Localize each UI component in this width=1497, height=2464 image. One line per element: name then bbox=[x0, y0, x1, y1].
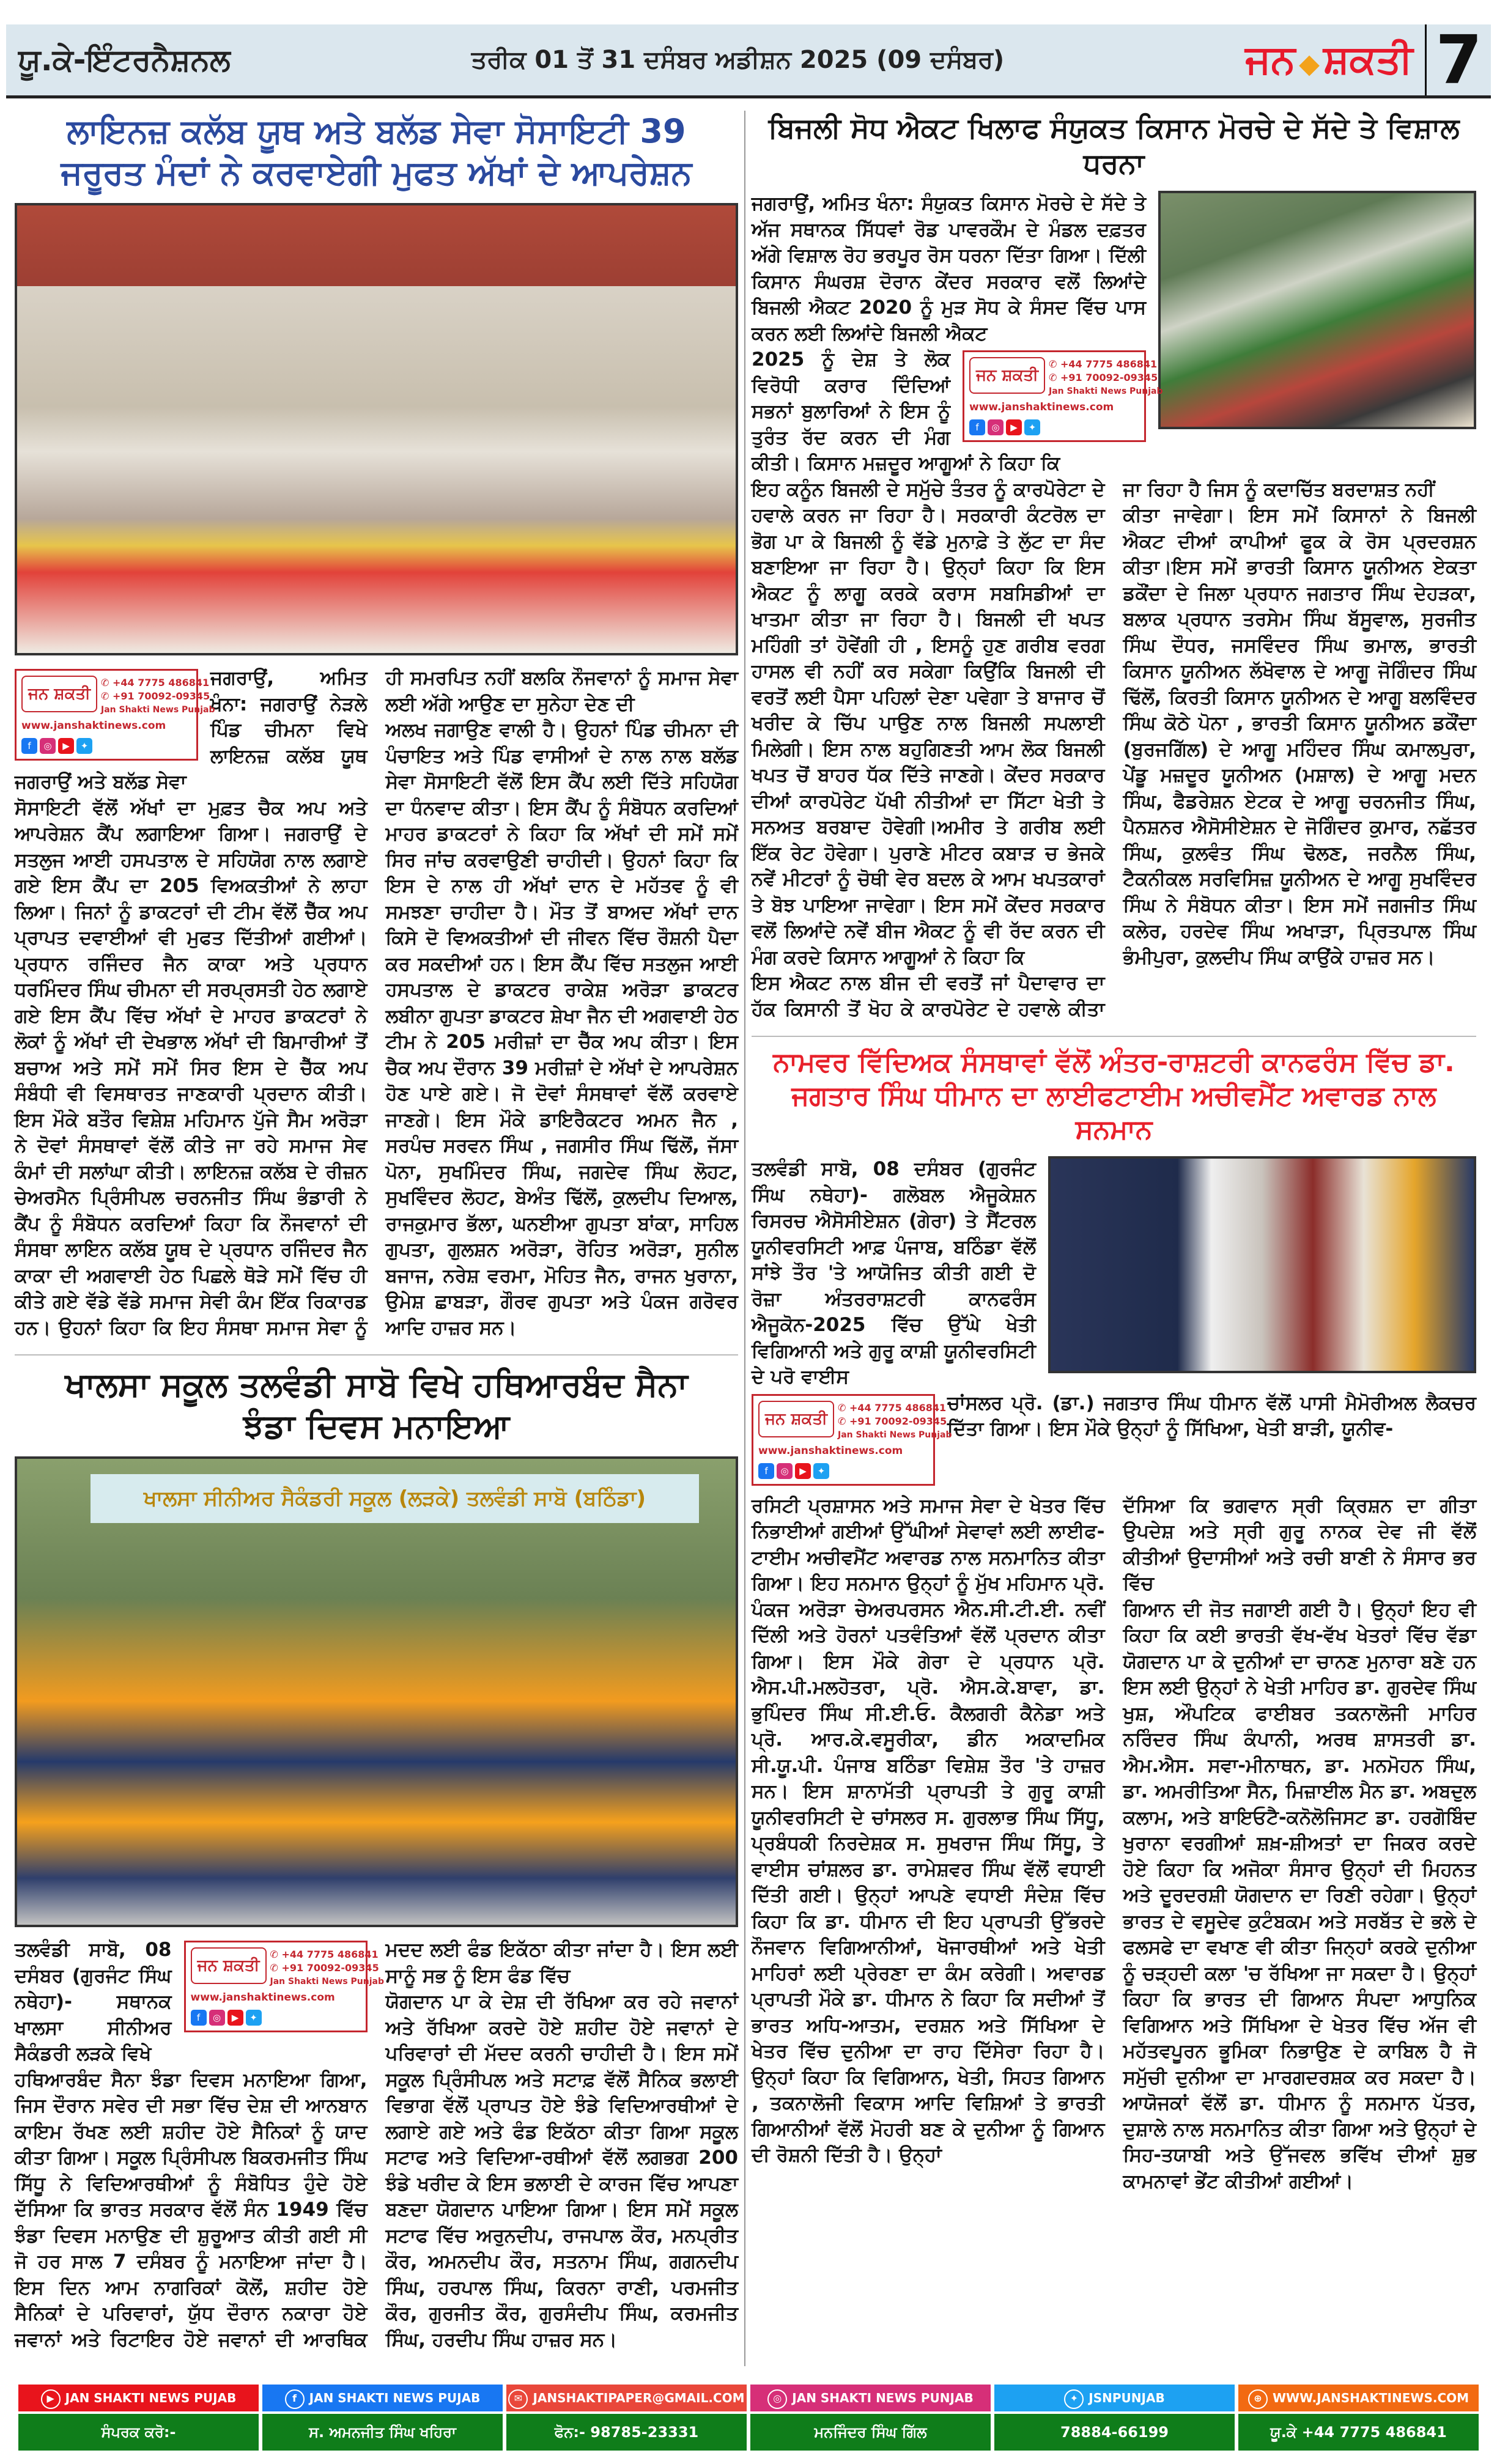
page-body bbox=[9, 111, 1488, 2366]
ad-tagline: Jan Shakti News Punjab bbox=[1049, 386, 1163, 396]
ad-phone-in: ✆ +91 70092-09345 bbox=[270, 1962, 379, 1974]
article-award-col1: ਰਸਿਟੀ ਪ੍ਰਸ਼ਾਸਨ ਅਤੇ ਸਮਾਜ ਸੇਵਾ ਦੇ ਖੇਤਰ ਵਿੱਚ ਨਿਭਾਈਆਂ ਗਈਆਂ ਉੱਘੀਆਂ ਸੇਵਾਵਾਂ ਲਈ ਲਾਈਫ-ਟਾਈਮ ਅਚੀਵਮੈਂਟ ਅਵਾਰਡ ਨਾਲ ਸਨਮਾਨਿਤ ਕੀਤਾ ਗਿਆ। ਇਹ ਸਨਮਾਨ ਉਨ੍ਹਾਂ ਨੂੰ ਮੁੱਖ ਮਹਿਮਾਨ ਪ੍ਰੋ. ਪੰਕਜ ਅਰੋੜਾ ਚੇਅਰਪਰਸਨ ਐਨ.ਸੀ.ਟੀ.ਈ. ਨਵੀਂ ਦਿੱਲੀ ਅਤੇ ਹੋਰਨਾਂ ਪਤਵੰਤਿਆਂ ਵੱਲੋਂ ਪ੍ਰਦਾਨ ਕੀਤਾ ਗਿਆ। ਇਸ ਮੌਕੇ ਗੇਰਾ ਦੇ ਪ੍ਰਧਾਨ ਪ੍ਰੋ. ਐਸ.ਪੀ.ਮਲਹੋਤਰਾ, ਪ੍ਰੋ. ਐਸ.ਕੇ.ਬਾਵਾ, ਡਾ. ਭੁਪਿੰਦਰ ਸਿੰਘ ਸੀ.ਈ.ਓ. ਕੈਲਗਰੀ ਕੈਨੇਡਾ ਅਤੇ ਪ੍ਰੋ. ਆਰ.ਕੇ.ਵਸੂਰੀਕਾ, ਡੀਨ ਅਕਾਦਮਿਕ ਸੀ.ਯੂ.ਪੀ. ਪੰਜਾਬ ਬਠਿੰਡਾ ਵਿਸ਼ੇਸ਼ ਤੌਰ 'ਤੇ ਹਾਜ਼ਰ ਸਨ। ਇਸ ਸ਼ਾਨਾਮੱਤੀ ਪ੍ਰਾਪਤੀ ਤੇ ਗੁਰੂ ਕਾਸ਼ੀ ਯੂਨੀਵਰਸਿਟੀ ਦੇ ਚਾਂਸਲਰ ਸ. ਗੁਰਲਾਭ ਸਿੰਘ ਸਿੱਧੂ, ਪ੍ਰਬੰਧਕੀ ਨਿਰਦੇਸ਼ਕ ਸ. ਸੁਖਰਾਜ ਸਿੰਘ ਸਿੱਧੂ, ਤੇ ਵਾਈਸ ਚਾਂਸ਼ਲਰ ਡਾ. ਰਾਮੇਸ਼ਵਰ ਸਿੰਘ ਵੱਲੋਂ ਵਧਾਈ ਦਿੱਤੀ ਗਈ। ਉਨ੍ਹਾਂ ਆਪਣੇ ਵਧਾਈ ਸੰਦੇਸ਼ ਵਿੱਚ ਕਿਹਾ ਕਿ ਡਾ. ਧੀਮਾਨ ਦੀ ਇਹ ਪ੍ਰਾਪਤੀ ਉੱਭਰਦੇ ਨੌਜਵਾਨ ਵਿਗਿਆਨੀਆਂ, ਖੋਜਾਰਥੀਆਂ ਅਤੇ ਖੇਤੀ ਮਾਹਿਰਾਂ ਲਈ ਪ੍ਰੇਰਣਾ ਦਾ ਕੰਮ ਕਰੇਗੀ। ਅਵਾਰਡ ਪ੍ਰਾਪਤੀ ਮੌਕੇ ਡਾ. ਧੀਮਾਨ ਨੇ ਕਿਹਾ ਕਿ ਸਦੀਆਂ ਤੋਂ ਭਾਰਤ ਅਧਿ-ਆਤਮ, ਦਰਸ਼ਨ ਅਤੇ ਸਿੱਖਿਆ ਦੇ ਖੇਤਰ ਵਿੱਚ ਦੁਨੀਆ ਦਾ ਰਾਹ ਦਿੱਸੇਰਾ ਰਿਹਾ ਹੈ। ਉਨ੍ਹਾਂ ਕਿਹਾ ਕਿ ਵਿਗਿਆਨ, ਖੇਤੀ, ਸਿਹਤ ਗਿਆਨ , ਤਕਨਾਲੋਜੀ ਵਿਕਾਸ ਆਦਿ ਵਿਸ਼ਿਆਂ ਤੇ ਭਾਰਤੀ ਗਿਆਨੀਆਂ ਵੱਲੋਂ ਮੋਹਰੀ ਬਣ ਕੇ ਦੁਨੀਆ ਨੂੰ ਗਿਆਨ ਦੀ ਰੋਸ਼ਨੀ ਦਿੱਤੀ ਹੈ। ਉਨ੍ਹਾਂ bbox=[752, 1494, 1105, 2166]
ad-phone-uk: ✆ +44 7775 486841 bbox=[101, 677, 210, 688]
footer-youtube[interactable]: ▶ JAN SHAKTI NEWS PUJAB bbox=[18, 2385, 259, 2411]
ad-tagline: Jan Shakti News Punjab bbox=[101, 705, 215, 715]
article-lions bbox=[15, 111, 738, 1341]
article-khalsa-col1: ਹਥਿਆਰਬੰਦ ਸੈਨਾ ਝੰਡਾ ਦਿਵਸ ਮਨਾਇਆ ਗਿਆ, ਜਿਸ ਦੌਰਾਨ ਸਵੇਰ ਦੀ ਸਭਾ ਵਿੱਚ ਦੇਸ਼ ਦੀ ਆਨਬਾਨ ਕਾਇਮ ਰੱਖਣ ਲਈ ਸ਼ਹੀਦ ਹੋਏ ਸੈਨਿਕਾਂ ਨੂੰ ਯਾਦ ਕੀਤਾ ਗਿਆ। ਸਕੂਲ ਪ੍ਰਿੰਸੀਪਲ ਬਿਕਰਮਜੀਤ ਸਿੰਘ ਸਿੱਧੂ ਨੇ ਵਿਦਿਆਰਥੀਆਂ ਨੂੰ ਸੰਬੋਧਿਤ ਹੁੰਦੇ ਹੋਏ ਦੱਸਿਆ ਕਿ ਭਾਰਤ ਸਰਕਾਰ ਵੱਲੋਂ ਸੰਨ 1949 ਵਿੱਚ ਝੰਡਾ ਦਿਵਸ ਮਨਾਉਣ ਦੀ ਸ਼ੁਰੂਆਤ ਕੀਤੀ ਗਈ ਸੀ ਜੋ ਹਰ ਸਾਲ 7 ਦਸੰਬਰ ਨੂੰ ਮਨਾਇਆ ਜਾਂਦਾ ਹੈ। ਇਸ ਦਿਨ ਆਮ ਨਾਗਰਿਕਾਂ ਕੋਲੋਂ, ਸ਼ਹੀਦ ਹੋਏ ਸੈਨਿਕਾਂ ਦੇ ਪਰਿਵਾਰਾਂ, ਯੁੱਧ ਦੌਰਾਨ ਨਕਾਰਾ ਹੋਏ ਜਵਾਨਾਂ ਅਤੇ ਰਿਟਾਇਰ ਹੋਏ ਜਵਾਨਾਂ ਦੀ ਆਰਥਿਕ ਮਦਦ ਲਈ ਫੰਡ ਇਕੱਠਾ ਕੀਤਾ ਜਾਂਦਾ ਹੈ। ਇਸ ਲਈ ਸਾਨੂੰ ਸਭ ਨੂੰ ਇਸ ਫੰਡ ਵਿੱਚ bbox=[15, 1939, 738, 2351]
globe-icon: ⊕ bbox=[1248, 2389, 1268, 2409]
janshakti-ad bbox=[15, 669, 215, 761]
article-khalsa-headline bbox=[15, 1354, 738, 1447]
right-half bbox=[745, 111, 1482, 2366]
article-award-lead: ਤਲਵੰਡੀ ਸਾਬੋ, 08 ਦਸੰਬਰ (ਗੁਰਜੰਟ ਸਿੰਘ ਨਥੇਹਾ)- ਗਲੋਬਲ ਐਜੂਕੇਸ਼ਨ ਰਿਸਰਚ ਐਸੋਸੀਏਸ਼ਨ (ਗੇਰਾ) ਤੇ ਸੈਂਟਰਲ ਯੂਨੀਵਰਸਿਟੀ ਆਫ਼ ਪੰਜਾਬ, ਬਠਿੰਡਾ ਵੱਲੋਂ ਸਾਂਝੇ ਤੌਰ 'ਤੇ ਆਯੋਜਿਤ ਕੀਤੀ ਗਈ ਦੋ ਰੋਜ਼ਾ ਅੰਤਰਰਾਸ਼ਟਰੀ ਕਾਨਫਰੰਸ ਐਜੂਕੋਨ-2025 ਵਿੱਚ ਉੱਘੇ ਖੇਤੀ ਵਿਗਿਆਨੀ ਅਤੇ ਗੁਰੂ ਕਾਸ਼ੀ ਯੂਨੀਵਰਸਿਟੀ ਦੇ ਪਰੋ ਵਾਈਸ bbox=[752, 1158, 1036, 1388]
footer-contact-name-1: ਸ. ਅਮਨਜੀਤ ਸਿੰਘ ਖਹਿਰਾ bbox=[262, 2414, 503, 2451]
footer-contact-strip bbox=[18, 2385, 1479, 2452]
facebook-icon[interactable]: f bbox=[758, 1463, 774, 1479]
gmail-icon: ✉ bbox=[508, 2389, 528, 2409]
article-award-col2-lead: ਦੱਸਿਆ ਕਿ ਭਗਵਾਨ ਸ੍ਰੀ ਕ੍ਰਿਸ਼ਨ ਦਾ ਗੀਤਾ ਉਪਦੇਸ਼ ਅਤੇ ਸ੍ਰੀ ਗੁਰੂ ਨਾਨਕ ਦੇਵ ਜੀ ਵੱਲੋਂ ਕੀਤੀਆਂ ਉਦਾਸੀਆਂ ਅਤੇ ਰਚੀ ਬਾਣੀ ਨੇ ਸੰਸਾਰ ਭਰ ਵਿੱਚ bbox=[1123, 1494, 1476, 1595]
article-khalsa-lead: ਤਲਵੰਡੀ ਸਾਬੋ, 08 ਦਸੰਬਰ (ਗੁਰਜੰਟ ਸਿੰਘ ਨਥੇਹਾ)- ਸਥਾਨਕ ਖਾਲਸਾ ਸੀਨੀਅਰ ਸੈਕੰਡਰੀ ਲੜਕੇ ਵਿਖੇ bbox=[15, 1939, 172, 2065]
facebook-icon[interactable]: f bbox=[191, 2010, 207, 2026]
headline-line: ਲਾਇਨਜ਼ ਕਲੱਬ ਯੂਥ ਅਤੇ ਬਲੱਡ ਸੇਵਾ ਸੋਸਾਇਟੀ 39 bbox=[67, 112, 686, 150]
brand-logo-right: ਸ਼ਕਤੀ bbox=[1323, 37, 1413, 83]
instagram-icon[interactable]: ◎ bbox=[40, 738, 56, 754]
ad-logo: ਜਨ ਸ਼ਕਤੀ bbox=[969, 357, 1045, 394]
ad-logo: ਜਨ ਸ਼ਕਤੀ bbox=[191, 1947, 267, 1984]
headline-line: ਝੰਡਾ ਦਿਵਸ ਮਨਾਇਆ bbox=[243, 1406, 510, 1445]
footer-facebook[interactable]: f JAN SHAKTI NEWS PUJAB bbox=[262, 2385, 503, 2411]
twitter-icon[interactable]: ✦ bbox=[813, 1463, 829, 1479]
janshakti-ad bbox=[963, 350, 1163, 442]
ad-tagline: Jan Shakti News Punjab bbox=[838, 1429, 952, 1440]
article-electricity-col2-lead: ਇਸ ਐਕਟ ਨਾਲ ਬੀਜ ਦੀ ਵਰਤੋਂ ਜਾਂ ਪੈਦਾਵਾਰ ਦਾ ਹੱਕ ਕਿਸਾਨੀ ਤੋਂ ਖੋਹ ਕੇ ਕਾਰਪੋਰੇਟ ਦੇ ਹਵਾਲੇ ਕੀਤਾ ਜਾ ਰਿਹਾ ਹੈ ਜਿਸ ਨੂੰ ਕਦਾਚਿੱਤ ਬਰਦਾਸ਼ਤ ਨਹੀਂ bbox=[752, 478, 1435, 1020]
brand-logo-left: ਜਨ bbox=[1245, 37, 1296, 83]
ad-phone-in: ✆ +91 70092-09345 bbox=[101, 690, 210, 702]
ad-phone-uk: ✆ +44 7775 486841 bbox=[270, 1949, 379, 1960]
footer-phone-uk: ਯੂ.ਕੇ +44 7775 486841 bbox=[1238, 2414, 1479, 2451]
ad-phone-in: ✆ +91 70092-09345 bbox=[838, 1415, 947, 1427]
ad-url[interactable]: www.janshaktinews.com bbox=[969, 401, 1114, 413]
ad-phone-in: ✆ +91 70092-09345 bbox=[1049, 372, 1158, 383]
youtube-icon: ▶ bbox=[41, 2389, 61, 2409]
award-ceremony-photo bbox=[1048, 1156, 1476, 1373]
headline-line: ਨਾਮਵਰ ਵਿੱਦਿਅਕ ਸੰਸਥਾਵਾਂ ਵੱਲੋਂ ਅੰਤਰ-ਰਾਸ਼ਟਰੀ ਕਾਨਫਰੰਸ ਵਿੱਚ ਡਾ. bbox=[773, 1047, 1455, 1078]
headline-line: ਜਰੂਰਤ ਮੰਦਾਂ ਨੇ ਕਰਵਾਏਗੀ ਮੁਫਤ ਅੱਖਾਂ ਦੇ ਆਪਰੇਸ਼ਨ bbox=[61, 153, 692, 192]
article-award-mid: ਚਾਂਸਲਰ ਪ੍ਰੋ. (ਡਾ.) ਜਗਤਾਰ ਸਿੰਘ ਧੀਮਾਨ ਵੱਲੋਂ ਪਾਸੀ ਮੈਮੋਰੀਅਲ ਲੈਕਚਰ ਦਿੱਤਾ ਗਿਆ। ਇਸ ਮੌਕੇ ਉਨ੍ਹਾਂ ਨੂੰ ਸਿੱਖਿਆ, ਖੇਤੀ ਬਾੜੀ, ਯੂਨੀਵ- bbox=[947, 1392, 1476, 1440]
dharna-protest-photo bbox=[1158, 191, 1476, 429]
footer-phone-1: ਫੋਨ:- 98785-23331 bbox=[506, 2414, 747, 2451]
footer-contact-name-2: ਮਨਜਿੰਦਰ ਸਿੰਘ ਗਿੱਲ bbox=[750, 2414, 991, 2451]
instagram-icon[interactable]: ◎ bbox=[209, 2010, 225, 2026]
article-lions-lead: ਜਗਰਾਉਂ, ਅਮਿਤ ਖੰਨਾ: ਜਗਰਾਉਂ ਨੇੜਲੇ ਪਿੰਡ ਚੀਮਨਾ ਵਿਖੇ ਲਾਇਨਜ਼ ਕਲੱਬ ਯੂਥ ਜਗਰਾਉਂ ਅਤੇ ਬਲੱਡ ਸੇਵਾ bbox=[15, 667, 368, 793]
article-electricity-col1: ਇਹ ਕਨੂੰਨ ਬਿਜਲੀ ਦੇ ਸਮੁੱਚੇ ਤੰਤਰ ਨੂੰ ਕਾਰਪੋਰੇਟਾ ਦੇ ਹਵਾਲੇ ਕਰਨ ਜਾ ਰਿਹਾ ਹੈ। ਸਰਕਾਰੀ ਕੰਟਰੋਲ ਦਾ ਭੋਗ ਪਾ ਕੇ ਬਿਜਲੀ ਨੂੰ ਵੱਡੇ ਮੁਨਾਫ਼ੇ ਤੇ ਲੁੱਟ ਦਾ ਸੰਦ ਬਣਾਇਆ ਜਾ ਰਿਹਾ ਹੈ। ਉਨ੍ਹਾਂ ਕਿਹਾ ਕਿ ਇਸ ਐਕਟ ਨੂੰ ਲਾਗੂ ਕਰਕੇ ਕਰਾਸ ਸਬਸਿਡੀਆਂ ਦਾ ਖਾਤਮਾ ਕੀਤਾ ਜਾ ਰਿਹਾ ਹੈ। ਬਿਜਲੀ ਦੀ ਖਪਤ ਮਹਿੰਗੀ ਤਾਂ ਹੋਵੇਂਗੀ ਹੀ , ਇਸਨੂੰ ਹੁਣ ਗਰੀਬ ਵਰਗ ਹਾਸਲ ਵੀ ਨਹੀਂ ਕਰ ਸਕੇਗਾ ਕਿਉਂਕਿ ਬਿਜਲੀ ਦੀ ਵਰਤੋਂ ਲਈ ਪੈਸਾ ਪਹਿਲਾਂ ਦੇਣਾ ਪਵੇਗਾ ਤੇ ਬਾਜਾਰ ਚੋਂ ਖਰੀਦ ਕੇ ਚਿੱਪ ਪਾਉਣ ਨਾਲ ਬਿਜਲੀ ਸਪਲਾਈ ਮਿਲੇਗੀ। ਇਸ ਨਾਲ ਬਹੁਗਿਣਤੀ ਆਮ ਲੋਕ ਬਿਜਲੀ ਖਪਤ ਚੋਂ ਬਾਹਰ ਧੱਕ ਦਿੱਤੇ ਜਾਣਗੇ। ਕੇਂਦਰ ਸਰਕਾਰ ਦੀਆਂ ਕਾਰਪੋਰੇਟ ਪੱਖੀ ਨੀਤੀਆਂ ਦਾ ਸਿੱਟਾ ਖੇਤੀ ਤੇ ਸਨਅਤ ਬਰਬਾਦ ਹੋਵੇਗੀ।ਅਮੀਰ ਤੇ ਗਰੀਬ ਲਈ ਇੱਕ ਰੇਟ ਹੋਵੇਗਾ। ਪੁਰਾਣੇ ਮੀਟਰ ਕਬਾੜ ਚ ਭੇਜਕੇ ਨਵੇਂ ਮੀਟਰਾਂ ਨੂੰ ਚੋਥੀ ਵੇਰ ਬਦਲ ਕੇ ਆਮ ਖਪਤਕਾਰਾਂ ਤੇ ਬੋਝ ਪਾਇਆ ਜਾਵੇਗਾ। ਇਸ ਸਮੇਂ ਕੇਂਦਰ ਸਰਕਾਰ ਵਲੋਂ ਲਿਆਂਦੇ ਨਵੇਂ ਬੀਜ ਐਕਟ ਨੂੰ ਵੀ ਰੱਦ ਕਰਨ ਦੀ ਮੰਗ ਕਰਦੇ ਕਿਸਾਨ ਆਗੂਆਂ ਨੇ ਕਿਹਾ ਕਿ bbox=[752, 478, 1105, 968]
article-lions-col1: ਸੋਸਾਇਟੀ ਵੱਲੋਂ ਅੱਖਾਂ ਦਾ ਮੁਫ਼ਤ ਚੈਕ ਅਪ ਅਤੇ ਆਪਰੇਸ਼ਨ ਕੈਂਪ ਲਗਾਇਆ ਗਿਆ। ਜਗਰਾਉਂ ਦੇ ਸਤਲੁਜ ਆਈ ਹਸਪਤਾਲ ਦੇ ਸਹਿਯੋਗ ਨਾਲ ਲਗਾਏ ਗਏ ਇਸ ਕੈਂਪ ਦਾ 205 ਵਿਅਕਤੀਆਂ ਨੇ ਲਾਹਾ ਲਿਆ। ਜਿਨਾਂ ਨੂੰ ਡਾਕਟਰਾਂ ਦੀ ਟੀਮ ਵੱਲੋਂ ਚੈੱਕ ਅਪ ਪ੍ਰਾਪਤ ਦਵਾਈਆਂ ਵੀ ਮੁਫਤ ਦਿੱਤੀਆਂ ਗਈਆਂ। ਪ੍ਰਧਾਨ ਰਜਿੰਦਰ ਜੈਨ ਕਾਕਾ ਅਤੇ ਪ੍ਰਧਾਨ ਧਰਮਿੰਦਰ ਸਿੰਘ ਚੀਮਨਾ ਦੀ ਸਰਪ੍ਰਸਤੀ ਹੇਠ ਲਗਾਏ ਗਏ ਇਸ ਕੈਂਪ ਵਿੱਚ ਅੱਖਾਂ ਦੇ ਮਾਹਰ ਡਾਕਟਰਾਂ ਨੇ ਲੋਕਾਂ ਨੂੰ ਅੱਖਾਂ ਦੀ ਦੇਖਭਾਲ ਅੱਖਾਂ ਦੀ ਬਿਮਾਰੀਆਂ ਤੋਂ ਬਚਾਅ ਅਤੇ ਸਮੇਂ ਸਮੇਂ ਸਿਰ ਇਸ ਦੇ ਚੈੱਕ ਅਪ ਸੰਬੰਧੀ ਵੀ ਵਿਸਥਾਰਤ ਜਾਣਕਾਰੀ ਪ੍ਰਦਾਨ ਕੀਤੀ। ਇਸ ਮੌਕੇ ਬਤੌਰ ਵਿਸ਼ੇਸ਼ ਮਹਿਮਾਨ ਪੁੱਜੇ ਸੈਮ ਅਰੋੜਾ ਨੇ ਦੋਵਾਂ ਸੰਸਥਾਵਾਂ ਵੱਲੋਂ ਕੀਤੇ ਜਾ ਰਹੇ ਸਮਾਜ ਸੇਵ ਕੰਮਾਂ ਦੀ ਸਲਾਂਘਾ ਕੀਤੀ। ਲਾਇਨਜ਼ ਕਲੱਬ ਦੇ ਰੀਜ਼ਨ ਚੇਅਰਮੈਨ ਪ੍ਰਿੰਸੀਪਲ ਚਰਨਜੀਤ ਸਿੰਘ ਭੰਡਾਰੀ ਨੇ ਕੈਂਪ ਨੂੰ ਸੰਬੋਧਨ ਕਰਦਿਆਂ ਕਿਹਾ ਕਿ ਨੌਜਵਾਨਾਂ ਦੀ ਸੰਸਥਾ ਲਾਇਨ ਕਲੱਬ ਯੂਥ ਦੇ ਪ੍ਰਧਾਨ ਰਜਿੰਦਰ ਜੈਨ ਕਾਕਾ ਦੀ ਅਗਵਾਈ ਹੇਠ ਪਿਛਲੇ ਥੋੜੇ ਸਮੇਂ ਵਿੱਚ ਹੀ ਕੀਤੇ ਗਏ ਵੱਡੇ ਵੱਡੇ ਸਮਾਜ ਸੇਵੀ ਕੰਮ ਇੱਕ ਰਿਕਾਰਡ ਹਨ। ਉਹਨਾਂ ਕਿਹਾ ਕਿ ਇਹ ਸੰਸਥਾ ਸਮਾਜ ਸੇਵਾ ਨੂੰ ਹੀ ਸਮਰਪਿਤ ਨਹੀਂ ਬਲਕਿ ਨੌਜਵਾਨਾਂ ਨੂੰ ਸਮਾਜ ਸੇਵਾ ਲਈ ਅੱਗੇ ਆਉਣ ਦਾ ਸੁਨੇਹਾ ਦੇਣ ਦੀ bbox=[15, 667, 738, 1339]
article-lions-col2: ਅਲਖ ਜਗਾਉਣ ਵਾਲੀ ਹੈ। ਉਹਨਾਂ ਪਿੰਡ ਚੀਮਨਾ ਦੀ ਪੰਚਾਇਤ ਅਤੇ ਪਿੰਡ ਵਾਸੀਆਂ ਦੇ ਨਾਲ ਨਾਲ ਬਲੱਡ ਸੇਵਾ ਸੋਸਾਇਟੀ ਵੱਲੋਂ ਇਸ ਕੈਂਪ ਲਈ ਦਿੱਤੇ ਸਹਿਯੋਗ ਦਾ ਧੰਨਵਾਦ ਕੀਤਾ। ਇਸ ਕੈਂਪ ਨੂੰ ਸੰਬੋਧਨ ਕਰਦਿਆਂ ਮਾਹਰ ਡਾਕਟਰਾਂ ਨੇ ਕਿਹਾ ਕਿ ਅੱਖਾਂ ਦੀ ਸਮੇਂ ਸਮੇਂ ਸਿਰ ਜਾਂਚ ਕਰਵਾਉਣੀ ਚਾਹੀਦੀ। ਉਹਨਾਂ ਕਿਹਾ ਕਿ ਇਸ ਦੇ ਨਾਲ ਹੀ ਅੱਖਾਂ ਦਾਨ ਦੇ ਮਹੱਤਵ ਨੂੰ ਵੀ ਸਮਝਣਾ ਚਾਹੀਦਾ ਹੈ। ਮੌਤ ਤੋਂ ਬਾਅਦ ਅੱਖਾਂ ਦਾਨ ਕਿਸੇ ਦੋ ਵਿਅਕਤੀਆਂ ਦੀ ਜੀਵਨ ਵਿੱਚ ਰੌਸ਼ਨੀ ਪੈਦਾ ਕਰ ਸਕਦੀਆਂ ਹਨ। ਇਸ ਕੈਂਪ ਵਿੱਚ ਸਤਲੁਜ ਆਈ ਹਸਪਤਾਲ ਦੇ ਡਾਕਟਰ ਰਾਕੇਸ਼ ਅਰੋੜਾ ਡਾਕਟਰ ਲਬੀਨਾ ਗੁਪਤਾ ਡਾਕਟਰ ਸ਼ੇਖਾ ਜੈਨ ਦੀ ਅਗਵਾਈ ਹੇਠ ਟੀਮ ਨੇ 205 ਮਰੀਜ਼ਾਂ ਦਾ ਚੈੱਕ ਅਪ ਕੀਤਾ। ਇਸ ਚੈਕ ਅਪ ਦੌਰਾਨ 39 ਮਰੀਜ਼ਾਂ ਦੇ ਅੱਖਾਂ ਦੇ ਆਪਰੇਸ਼ਨ ਹੋਣ ਪਾਏ ਗਏ। ਜੋ ਦੋਵਾਂ ਸੰਸਥਾਵਾਂ ਵੱਲੋਂ ਕਰਵਾਏ ਜਾਣਗੇ। ਇਸ ਮੌਕੇ ਡਾਇਰੈਕਟਰ ਅਮਨ ਜੈਨ , ਸਰਪੰਚ ਸਰਵਨ ਸਿੰਘ , ਜਗਸੀਰ ਸਿੰਘ ਢਿੱਲੋਂ, ਜੱਸਾ ਪੋਨਾ, ਸੁਖਮਿੰਦਰ ਸਿੰਘ, ਜਗਦੇਵ ਸਿੰਘ ਲੋਹਟ, ਸੁਖਵਿੰਦਰ ਲੋਹਟ, ਬੇਅੰਤ ਢਿੱਲੋਂ, ਕੁਲਦੀਪ ਦਿਆਲ, ਰਾਜਕੁਮਾਰ ਭੱਲਾ, ਘਨਈਆ ਗੁਪਤਾ ਬਾਂਕਾ, ਸਾਹਿਲ ਗੁਪਤਾ, ਗੁਲਸ਼ਨ ਅਰੋੜਾ, ਰੋਹਿਤ ਅਰੋੜਾ, ਸੁਨੀਲ ਬਜਾਜ, ਨਰੇਸ਼ ਵਰਮਾ, ਮੋਹਿਤ ਜੈਨ, ਰਾਜਨ ਖੁਰਾਨਾ, ਉਮੇਸ਼ ਛਾਬੜਾ, ਗੌਰਵ ਗੁਪਤਾ ਅਤੇ ਪੰਕਜ ਗਰੋਵਰ ਆਦਿ ਹਾਜ਼ਰ ਸਨ। bbox=[385, 719, 738, 1339]
article-award bbox=[752, 1036, 1476, 2194]
ad-phone-uk: ✆ +44 7775 486841 bbox=[1049, 358, 1158, 370]
headline-line: ਜਗਤਾਰ ਸਿੰਘ ਧੀਮਾਨ ਦਾ ਲਾਈਫਟਾਈਮ ਅਚੀਵਮੈਂਟ ਅਵਾਰਡ ਨਾਲ ਸਨਮਾਨ bbox=[791, 1080, 1436, 1145]
article-khalsa-col2: ਯੋਗਦਾਨ ਪਾ ਕੇ ਦੇਸ਼ ਦੀ ਰੱਖਿਆ ਕਰ ਰਹੇ ਜਵਾਨਾਂ ਅਤੇ ਰੱਖਿਆ ਕਰਦੇ ਹੋਏ ਸ਼ਹੀਦ ਹੋਏ ਜਵਾਨਾਂ ਦੇ ਪਰਿਵਾਰਾਂ ਦੀ ਮੱਦਦ ਕਰਨੀ ਚਾਹੀਦੀ ਹੈ। ਇਸ ਸਮੇਂ ਸਕੂਲ ਪ੍ਰਿੰਸੀਪਲ ਅਤੇ ਸਟਾਫ਼ ਵੱਲੋਂ ਸੈਨਿਕ ਭਲਾਈ ਵਿਭਾਗ ਵੱਲੋਂ ਪ੍ਰਾਪਤ ਹੋਏ ਝੰਡੇ ਵਿਦਿਆਰਥੀਆਂ ਦੇ ਲਗਾਏ ਗਏ ਅਤੇ ਫੰਡ ਇਕੱਠਾ ਕੀਤਾ ਗਿਆ ਸਕੂਲ ਸਟਾਫ ਅਤੇ ਵਿਦਿਆ-ਰਥੀਆਂ ਵੱਲੋਂ ਲਗਭਗ 200 ਝੰਡੇ ਖਰੀਦ ਕੇ ਇਸ ਭਲਾਈ ਦੇ ਕਾਰਜ ਵਿੱਚ ਆਪਣਾ ਬਣਦਾ ਯੋਗਦਾਨ ਪਾਇਆ ਗਿਆ। ਇਸ ਸਮੇਂ ਸਕੂਲ ਸਟਾਫ ਵਿੱਚ ਅਰੁਨਦੀਪ, ਰਾਜਪਾਲ ਕੌਰ, ਮਨਪ੍ਰੀਤ ਕੌਰ, ਅਮਨਦੀਪ ਕੌਰ, ਸਤਨਾਮ ਸਿੰਘ, ਗਗਨਦੀਪ ਸਿੰਘ, ਹਰਪਾਲ ਸਿੰਘ, ਕਿਰਨਾ ਰਾਣੀ, ਪਰਮਜੀਤ ਕੌਰ, ਗੁਰਜੀਤ ਕੌਰ, ਗੁਰਸੰਦੀਪ ਸਿੰਘ, ਕਰਮਜੀਤ ਸਿੰਘ, ਹਰਦੀਪ ਸਿੰਘ ਹਾਜ਼ਰ ਸਨ। bbox=[385, 1991, 738, 2351]
footer-social-row bbox=[18, 2385, 1479, 2411]
article-electricity-lead: ਜਗਰਾਉਂ, ਅਮਿਤ ਖੰਨਾ: ਸੰਯੁਕਤ ਕਿਸਾਨ ਮੋਰਚੇ ਦੇ ਸੱਦੇ ਤੇ ਅੱਜ ਸਥਾਨਕ ਸਿੱਧਵਾਂ ਰੋਡ ਪਾਵਰਕੌਮ ਦੇ ਮੰਡਲ ਦਫ਼ਤਰ ਅੱਗੇ ਵਿਸ਼ਾਲ ਰੋਹ ਭਰਪੂਰ ਰੋਸ ਧਰਨਾ ਦਿੱਤਾ ਗਿਆ। ਦਿੱਲੀ ਕਿਸਾਨ ਸੰਘਰਸ਼ ਦੋਰਾਨ ਕੇਂਦਰ ਸਰਕਾਰ ਵਲੋਂ ਲਿਆਂਦੇ ਬਿਜਲੀ ਐਕਟ 2020 ਨੂੰ ਮੁੜ ਸੋਧ ਕੇ ਸੰਸਦ ਵਿੱਚ ਪਾਸ ਕਰਨ ਲਈ ਲਿਆਂਦੇ ਬਿਜਲੀ ਐਕਟ bbox=[752, 193, 1146, 345]
facebook-icon[interactable]: f bbox=[21, 738, 37, 754]
youtube-icon[interactable]: ▶ bbox=[1006, 419, 1022, 435]
left-half bbox=[9, 111, 745, 2366]
page-number: 7 bbox=[1435, 21, 1482, 99]
article-electricity-mid: 2025 ਨੂੰ ਦੇਸ਼ ਤੇ ਲੋਕ ਵਿਰੋਧੀ ਕਰਾਰ ਦਿੰਦਿਆਂ ਸਭਨਾਂ ਬੁਲਾਰਿਆਂ ਨੇ ਇਸ ਨੂੰ ਤੁਰੰਤ ਰੱਦ ਕਰਨ ਦੀ ਮੰਗ ਕੀਤੀ। ਕਿਸਾਨ ਮਜ਼ਦੂਰ ਆਗੂਆਂ ਨੇ ਕਿਹਾ ਕਿ bbox=[752, 349, 1060, 474]
footer-phone-2: 78884-66199 bbox=[994, 2414, 1235, 2451]
ad-tagline: Jan Shakti News Punjab bbox=[270, 1977, 384, 1986]
instagram-icon: ◎ bbox=[767, 2389, 787, 2409]
article-electricity-headline: ਬਿਜਲੀ ਸੋਧ ਐਕਟ ਖਿਲਾਫ ਸੰਯੁਕਤ ਕਿਸਾਨ ਮੋਰਚੇ ਦੇ ਸੱਦੇ ਤੇ ਵਿਸ਼ਾਲ ਧਰਨਾ bbox=[768, 111, 1460, 180]
youtube-icon[interactable]: ▶ bbox=[58, 738, 74, 754]
twitter-icon[interactable]: ✦ bbox=[76, 738, 92, 754]
footer-website[interactable]: ⊕ WWW.JANSHAKTINEWS.COM bbox=[1238, 2385, 1479, 2411]
school-group-photo bbox=[15, 1456, 738, 1927]
school-banner: ਖਾਲਸਾ ਸੀਨੀਅਰ ਸੈਕੰਡਰੀ ਸਕੂਲ (ਲੜਕੇ) ਤਲਵੰਡੀ ਸਾਬੋ (ਬਠਿੰਡਾ) bbox=[91, 1474, 699, 1523]
ad-logo: ਜਨ ਸ਼ਕਤੀ bbox=[758, 1401, 834, 1437]
footer-contact-row bbox=[18, 2411, 1479, 2451]
map-emblem-icon: ◆ bbox=[1299, 48, 1320, 79]
article-award-headline bbox=[752, 1036, 1476, 1146]
article-lions-columns bbox=[15, 665, 738, 1341]
ad-phone-uk: ✆ +44 7775 486841 bbox=[838, 1401, 947, 1414]
footer-instagram[interactable]: ◎ JAN SHAKTI NEWS PUNJAB bbox=[750, 2385, 991, 2411]
section-name: ਯੂ.ਕੇ-ਇੰਟਰਨੈਸ਼ਨਲ bbox=[18, 42, 231, 78]
janshakti-ad bbox=[752, 1394, 952, 1486]
facebook-icon[interactable]: f bbox=[969, 419, 985, 435]
masthead-bar bbox=[6, 21, 1491, 99]
article-khalsa-columns bbox=[15, 1937, 738, 2353]
twitter-icon[interactable]: ✦ bbox=[1024, 419, 1040, 435]
article-electricity-columns bbox=[752, 477, 1476, 1023]
instagram-icon[interactable]: ◎ bbox=[988, 419, 1004, 435]
twitter-icon: ✦ bbox=[1064, 2389, 1084, 2409]
lions-camp-photo bbox=[15, 203, 738, 655]
headline-line: ਖਾਲਸਾ ਸਕੂਲ ਤਲਵੰਡੀ ਸਾਬੋ ਵਿਖੇ ਹਥਿਆਰਬੰਦ ਸੈਨਾ bbox=[65, 1365, 688, 1404]
youtube-icon[interactable]: ▶ bbox=[227, 2010, 243, 2026]
article-award-col2: ਗਿਆਨ ਦੀ ਜੋਤ ਜਗਾਈ ਗਈ ਹੈ। ਉਨ੍ਹਾਂ ਇਹ ਵੀ ਕਿਹਾ ਕਿ ਕਈ ਭਾਰਤੀ ਵੱਖ-ਵੱਖ ਖੇਤਰਾਂ ਵਿੱਚ ਵੱਡਾ ਯੋਗਦਾਨ ਪਾ ਕੇ ਦੁਨੀਆਂ ਦਾ ਚਾਨਣ ਮੁਨਾਰਾ ਬਣੇ ਹਨ ਇਸ ਲਈ ਉਨ੍ਹਾਂ ਨੇ ਖੇਤੀ ਮਾਹਿਰ ਡਾ. ਗੁਰਦੇਵ ਸਿੰਘ ਖੁਸ਼, ਔਪਟਿਕ ਫਾਈਬਰ ਤਕਨਾਲੋਜੀ ਮਾਹਿਰ ਨਰਿੰਦਰ ਸਿੰਘ ਕੰਪਾਨੀ, ਅਰਥ ਸ਼ਾਸਤਰੀ ਡਾ. ਐਮ.ਐਸ. ਸਵਾ-ਮੀਨਾਥਨ, ਡਾ. ਮਨਮੋਹਨ ਸਿੰਘ, ਡਾ. ਅਮਰੀਤਿਆ ਸੈਨ, ਮਿਜ਼ਾਈਲ ਮੈਨ ਡਾ. ਅਬਦੁਲ ਕਲਾਮ, ਅਤੇ ਬਾਇਓਟੈ-ਕਨੋਲੋਜਿਸਟ ਡਾ. ਹਰਗੋਬਿੰਦ ਖੁਰਾਨਾ ਵਰਗੀਆਂ ਸ਼ਖ਼-ਸ਼ੀਅਤਾਂ ਦਾ ਜਿਕਰ ਕਰਦੇ ਹੋਏ ਕਿਹਾ ਕਿ ਅਜੋਕਾ ਸੰਸਾਰ ਉਨ੍ਹਾਂ ਦੀ ਮਿਹਨਤ ਅਤੇ ਦੂਰਦਰਸ਼ੀ ਯੋਗਦਾਨ ਦਾ ਰਿਣੀ ਰਹੇਗਾ। ਉਨ੍ਹਾਂ ਭਾਰਤ ਦੇ ਵਸੂਦੇਵ ਕੁਟੰਬਕਮ ਅਤੇ ਸਰਬੱਤ ਦੇ ਭਲੇ ਦੇ ਫਲਸਫੇ ਦਾ ਵਖਾਣ ਵੀ ਕੀਤਾ ਜਿਨ੍ਹਾਂ ਕਰਕੇ ਦੁਨੀਆ ਨੂੰ ਚੜ੍ਹਦੀ ਕਲਾ 'ਚ ਰੱਖਿਆ ਜਾ ਸਕਦਾ ਹੈ। ਉਨ੍ਹਾਂ ਕਿਹਾ ਕਿ ਭਾਰਤ ਦੀ ਗਿਆਨ ਸੰਪਦਾ ਆਧੁਨਿਕ ਵਿਗਿਆਨ ਅਤੇ ਸਿੱਖਿਆ ਦੇ ਖੇਤਰ ਵਿੱਚ ਅੱਜ ਵੀ ਮਹੱਤਵਪੂਰਨ ਭੂਮਿਕਾ ਨਿਭਾਉਣ ਦੇ ਕਾਬਿਲ ਹੈ ਜੋ ਸਮੁੱਚੀ ਦੁਨੀਆ ਦਾ ਮਾਰਗਦਰਸ਼ਕ ਕਰ ਸਕਦਾ ਹੈ। ਆਯੋਜਕਾਂ ਵੱਲੋਂ ਡਾ. ਧੀਮਾਨ ਨੂੰ ਸਨਮਾਨ ਪੱਤਰ, ਦੁਸ਼ਾਲੇ ਨਾਲ ਸਨਮਾਨਿਤ ਕੀਤਾ ਗਿਆ ਅਤੇ ਉਨ੍ਹਾਂ ਦੇ ਸਿਹ-ਤਯਾਬੀ ਅਤੇ ਉੱਜਵਲ ਭਵਿੱਖ ਦੀਆਂ ਸ਼ੁਭ ਕਾਮਨਾਵਾਂ ਭੇਂਟ ਕੀਤੀਆਂ ਗਈਆਂ। bbox=[1123, 1598, 1476, 2193]
article-electricity bbox=[752, 111, 1476, 1022]
article-award-columns bbox=[752, 1493, 1476, 2195]
article-lions-headline bbox=[15, 111, 738, 193]
ad-url[interactable]: www.janshaktinews.com bbox=[190, 1991, 335, 2004]
footer-contact-label: ਸੰਪਰਕ ਕਰੋ:- bbox=[18, 2414, 259, 2451]
twitter-icon[interactable]: ✦ bbox=[246, 2010, 262, 2026]
ad-url[interactable]: www.janshaktinews.com bbox=[758, 1444, 903, 1457]
footer-email[interactable]: ✉ JANSHAKTIPAPER@GMAIL.COM bbox=[506, 2385, 747, 2411]
footer-twitter[interactable]: ✦ JSNPUNJAB bbox=[994, 2385, 1235, 2411]
ad-logo: ਜਨ ਸ਼ਕਤੀ bbox=[21, 676, 97, 712]
brand-logo bbox=[1245, 37, 1413, 83]
article-electricity-col2: ਕੀਤਾ ਜਾਵੇਗਾ। ਇਸ ਸਮੇਂ ਕਿਸਾਨਾਂ ਨੇ ਬਿਜਲੀ ਐਕਟ ਦੀਆਂ ਕਾਪੀਆਂ ਫੂਕ ਕੇ ਰੋਸ ਪ੍ਰਦਰਸ਼ਨ ਕੀਤਾ।ਇਸ ਸਮੇਂ ਭਾਰਤੀ ਕਿਸਾਨ ਯੂਨੀਅਨ ਏਕਤਾ ਡਕੌਂਦਾ ਦੇ ਜਿਲਾ ਪ੍ਰਧਾਨ ਜਗਤਾਰ ਸਿੰਘ ਦੇਹੜਕਾ, ਬਲਾਕ ਪ੍ਰਧਾਨ ਤਰਸੇਮ ਸਿੰਘ ਬੱਸੂਵਾਲ, ਸੁਰਜੀਤ ਸਿੰਘ ਦੌਧਰ, ਜਸਵਿੰਦਰ ਸਿੰਘ ਭਮਾਲ, ਭਾਰਤੀ ਕਿਸਾਨ ਯੂਨੀਅਨ ਲੱਖੋਵਾਲ ਦੇ ਆਗੂ ਜੋਗਿੰਦਰ ਸਿੰਘ ਢਿੱਲੋਂ, ਕਿਰਤੀ ਕਿਸਾਨ ਯੂਨੀਅਨ ਦੇ ਆਗੂ ਬਲਵਿੰਦਰ ਸਿੰਘ ਕੋਠੇ ਪੋਨਾ , ਭਾਰਤੀ ਕਿਸਾਨ ਯੂਨੀਅਨ ਡਕੌਂਦਾ (ਬੁਰਜਗਿੱਲ) ਦੇ ਆਗੂ ਮਹਿੰਦਰ ਸਿੰਘ ਕਮਾਲਪੁਰਾ, ਪੇਂਡੂ ਮਜ਼ਦੂਰ ਯੂਨੀਅਨ (ਮਸ਼ਾਲ) ਦੇ ਆਗੂ ਮਦਨ ਸਿੰਘ, ਫੈਡਰੇਸ਼ਨ ਏਟਕ ਦੇ ਆਗੂ ਚਰਨਜੀਤ ਸਿੰਘ, ਪੈਨਸ਼ਨਰ ਐਸੋਸੀਏਸ਼ਨ ਦੇ ਜੋਗਿੰਦਰ ਕੁਮਾਰ, ਨਛੱਤਰ ਸਿੰਘ, ਕੁਲਵੰਤ ਸਿੰਘ ਢੋਲਣ, ਜਰਨੈਲ ਸਿੰਘ, ਟੈਕਨੀਕਲ ਸਰਵਿਸਿਜ਼ ਯੂਨੀਅਨ ਦੇ ਆਗੂ ਸੁਖਵਿੰਦਰ ਸਿੰਘ ਨੇ ਸੰਬੋਧਨ ਕੀਤਾ। ਇਸ ਸਮੇਂ ਜਗਜੀਤ ਸਿੰਘ ਕਲੇਰ, ਹਰਦੇਵ ਸਿੰਘ ਅਖਾੜਾ, ਪ੍ਰਿਤਪਾਲ ਸਿੰਘ ਭੰਮੀਪੁਰਾ, ਕੁਲਦੀਪ ਸਿੰਘ ਕਾਉਂਕੇ ਹਾਜ਼ਰ ਸਨ। bbox=[1123, 504, 1476, 968]
article-khalsa bbox=[15, 1354, 738, 2353]
youtube-icon[interactable]: ▶ bbox=[795, 1463, 811, 1479]
facebook-icon: f bbox=[285, 2389, 305, 2409]
edition-dateline: ਤਰੀਕ 01 ਤੋਂ 31 ਦਸੰਬਰ ਅਡੀਸ਼ਨ 2025 (09 ਦਸੰਬਰ) bbox=[471, 46, 1005, 74]
janshakti-ad bbox=[184, 1941, 384, 2032]
instagram-icon[interactable]: ◎ bbox=[777, 1463, 793, 1479]
ad-url[interactable]: www.janshaktinews.com bbox=[21, 720, 166, 732]
